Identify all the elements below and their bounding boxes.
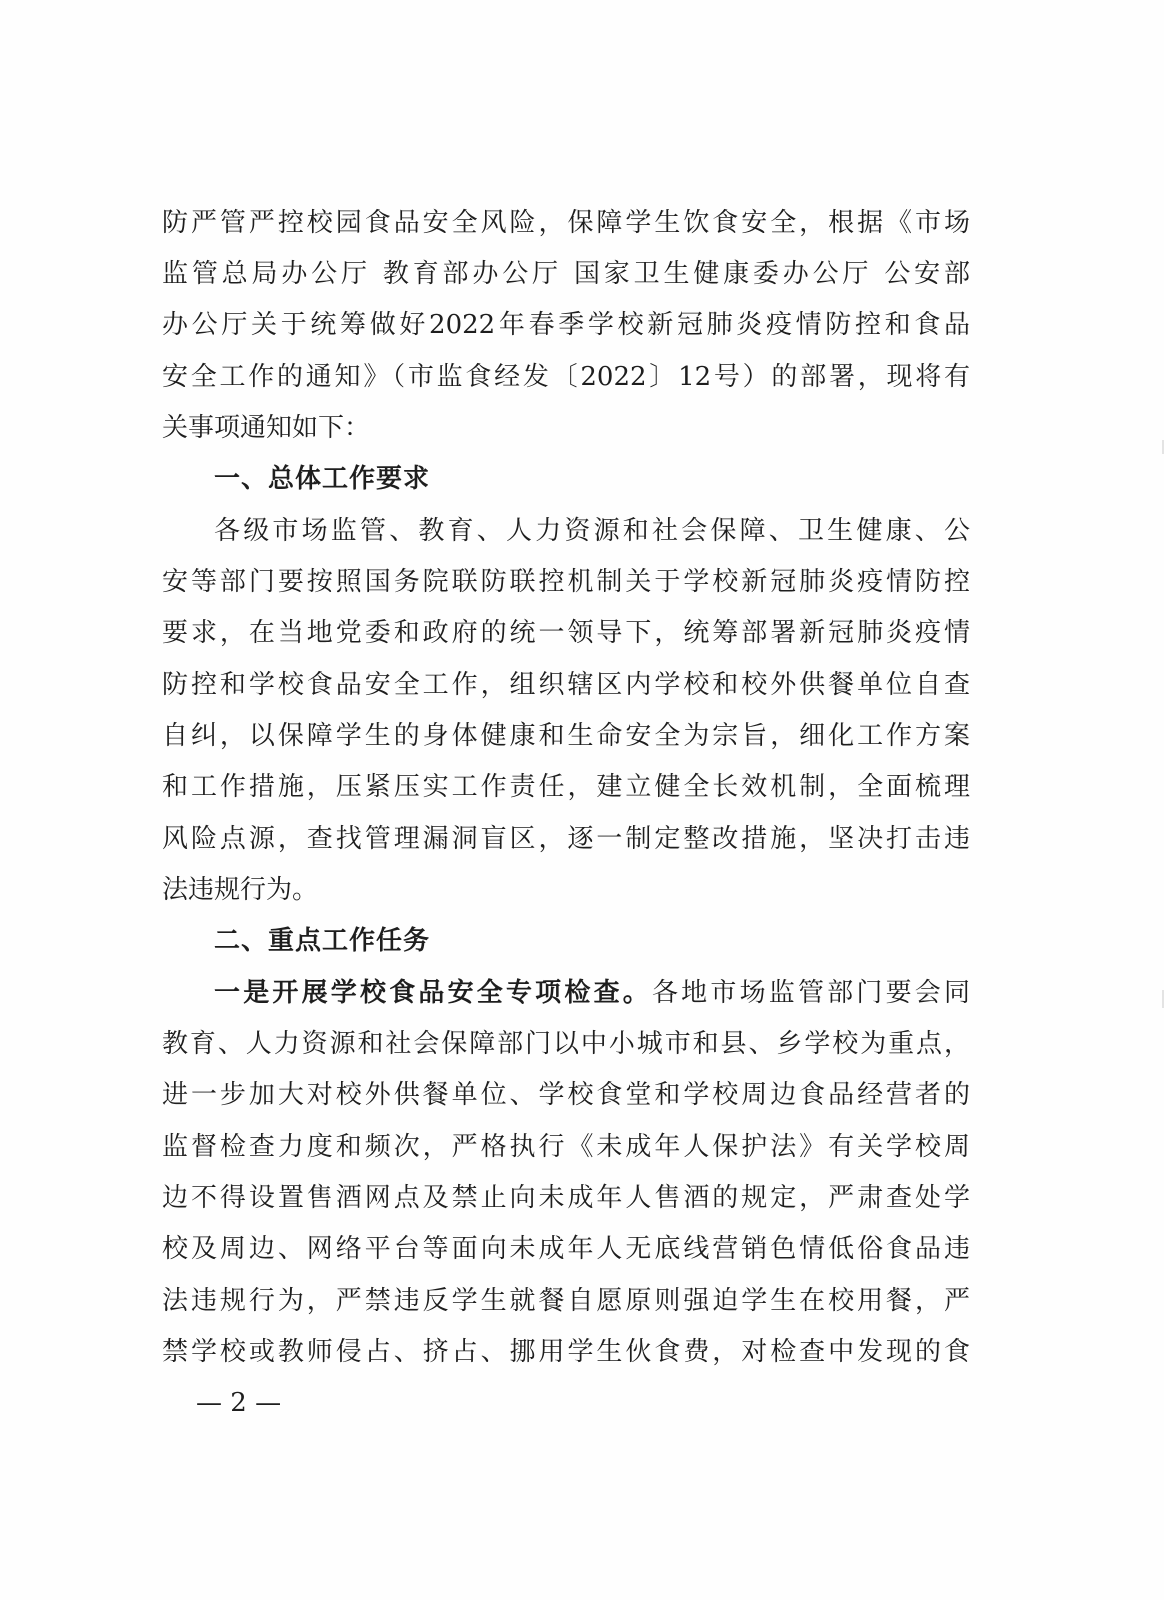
paragraph-line: 安等部门要按照国务院联防联控机制关于学校新冠肺炎疫情防控 [162,567,970,597]
paragraph-line: 防控和学校食品安全工作，组织辖区内学校和校外供餐单位自查 [162,670,970,700]
paragraph-line: 边不得设置售酒网点及禁止向未成年人售酒的规定，严肃查处学 [162,1183,970,1213]
paragraph-text: 各地市场监管部门要会同 [651,978,970,1008]
paragraph-line: 和工作措施，压紧压实工作责任，建立健全长效机制，全面梳理 [162,772,970,802]
paragraph-line: 校及周边、网络平台等面向未成年人无底线营销色情低俗食品违 [162,1234,970,1264]
paragraph-line: 各级市场监管、教育、人力资源和社会保障、卫生健康、公 [214,516,970,546]
paragraph-line: 监督检查力度和频次，严格执行《未成年人保护法》有关学校周 [162,1132,970,1162]
section-heading: 一、总体工作要求 [214,464,431,494]
paragraph-line: 法违规行为，严禁违反学生就餐自愿原则强迫学生在校用餐，严 [162,1286,970,1316]
paragraph-line: 进一步加大对校外供餐单位、学校食堂和学校周边食品经营者的 [162,1080,970,1110]
paragraph-line: 教育、人力资源和社会保障部门以中小城市和县、乡学校为重点， [162,1029,970,1059]
paragraph-line: 办公厅关于统筹做好2022年春季学校新冠肺炎疫情防控和食品 [162,310,970,340]
bold-lead-in: 一是开展学校食品安全专项检查。 [214,978,652,1008]
paragraph-line: 法违规行为。 [162,875,319,905]
paragraph-line: 风险点源，查找管理漏洞盲区，逐一制定整改措施，坚决打击违 [162,824,970,854]
section-heading: 二、重点工作任务 [214,926,431,956]
paragraph-line: 自纠，以保障学生的身体健康和生命安全为宗旨，细化工作方案 [162,721,970,751]
paragraph-line: 防严管严控校园食品安全风险，保障学生饮食安全，根据《市场 [162,208,970,238]
paragraph-line: 关事项通知如下： [162,413,371,443]
paragraph-line: 要求，在当地党委和政府的统一领导下，统筹部署新冠肺炎疫情 [162,618,970,648]
paragraph-line: 安全工作的通知》（市监食经发〔2022〕12号）的部署，现将有 [162,362,970,392]
paragraph-line: 禁学校或教师侵占、挤占、挪用学生伙食费，对检查中发现的食 [162,1337,970,1367]
paragraph-line: 监管总局办公厅 教育部办公厅 国家卫生健康委办公厅 公安部 [162,259,970,289]
page-number: — 2 — [196,1388,282,1418]
paragraph-line [214,977,970,1009]
